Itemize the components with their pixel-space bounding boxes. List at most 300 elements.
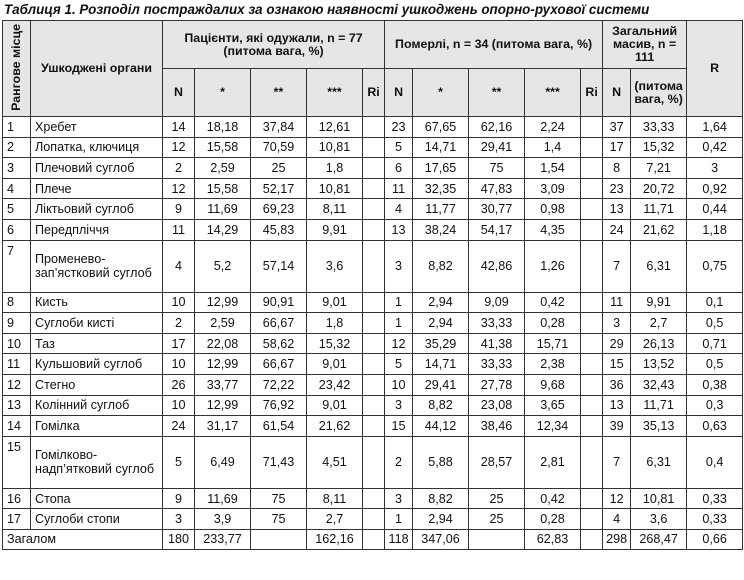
cell-total-label: Загалом: [3, 529, 163, 549]
cell-star2-died: [469, 529, 525, 549]
cell-organ: Лопатка, ключиця: [31, 137, 163, 158]
table-caption: Таблиця 1. Розподіл постраждалих за ознакою наявності ушкоджень опорно-рухової системи: [4, 2, 650, 17]
cell-share-total: 15,32: [631, 137, 687, 158]
cell-star2-recovered: 66,67: [251, 313, 307, 334]
cell-n-died: 23: [385, 117, 413, 138]
table-row: [3, 219, 743, 240]
cell-star1-died: 347,06: [413, 529, 469, 549]
cell-n-died: 10: [385, 374, 413, 395]
cell-star3-died: 1,26: [525, 240, 581, 292]
cell-rank: 14: [3, 416, 31, 437]
table-row: [3, 374, 743, 395]
cell-ri-recovered: [363, 416, 385, 437]
cell-n-recovered: 2: [163, 158, 195, 179]
header-r-label: R: [710, 61, 720, 75]
cell-rank: 6: [3, 219, 31, 240]
cell-star1-died: 2,94: [413, 292, 469, 313]
cell-star3-died: 0,42: [525, 292, 581, 313]
cell-ri-died: [581, 436, 603, 488]
cell-star2-recovered: 58,62: [251, 333, 307, 354]
cell-star2-died: 62,16: [469, 117, 525, 138]
header-n-total: N: [603, 69, 631, 117]
cell-star1-died: 35,29: [413, 333, 469, 354]
cell-rank: 10: [3, 333, 31, 354]
cell-star2-died: 42,86: [469, 240, 525, 292]
cell-n-recovered: 10: [163, 354, 195, 375]
cell-n-total: 7: [603, 436, 631, 488]
table-row: [3, 354, 743, 375]
cell-star1-recovered: 15,58: [195, 178, 251, 199]
cell-ri-recovered: [363, 292, 385, 313]
injury-distribution-table: [2, 20, 743, 550]
table-row: [3, 395, 743, 416]
cell-star3-died: 0,28: [525, 313, 581, 334]
cell-organ: Гомілково-надп’ятковий суглоб: [31, 436, 163, 488]
cell-n-died: 4: [385, 199, 413, 220]
cell-star2-died: 23,08: [469, 395, 525, 416]
cell-star1-recovered: 11,69: [195, 199, 251, 220]
header-organs: [31, 21, 163, 117]
cell-rank: 5: [3, 199, 31, 220]
cell-star3-recovered: 1,8: [307, 158, 363, 179]
cell-rank: 3: [3, 158, 31, 179]
cell-star3-died: 9,68: [525, 374, 581, 395]
cell-n-recovered: 5: [163, 436, 195, 488]
cell-star3-died: 12,34: [525, 416, 581, 437]
header-star2-died: **: [469, 69, 525, 117]
cell-star1-recovered: 5,2: [195, 240, 251, 292]
cell-star1-died: 8,82: [413, 240, 469, 292]
cell-ri-recovered: [363, 240, 385, 292]
cell-ri-recovered: [363, 199, 385, 220]
header-rank-label: Рангове місце: [9, 23, 23, 111]
cell-star2-died: 28,57: [469, 436, 525, 488]
cell-star1-died: 44,12: [413, 416, 469, 437]
cell-organ: Кульшовий суглоб: [31, 354, 163, 375]
cell-n-died: 15: [385, 416, 413, 437]
cell-share-total: 33,33: [631, 117, 687, 138]
cell-share-total: 35,13: [631, 416, 687, 437]
cell-n-died: 5: [385, 354, 413, 375]
cell-n-total: 12: [603, 488, 631, 509]
cell-star2-recovered: 37,84: [251, 117, 307, 138]
cell-star3-recovered: 9,01: [307, 354, 363, 375]
table-row: [3, 292, 743, 313]
cell-r: 0,63: [687, 416, 743, 437]
table-row: [3, 509, 743, 530]
cell-star3-recovered: 2,7: [307, 509, 363, 530]
cell-star3-recovered: 21,62: [307, 416, 363, 437]
header-total-label: Загальний масив, n = 111: [612, 24, 678, 64]
cell-r: 0,5: [687, 354, 743, 375]
cell-organ: Кисть: [31, 292, 163, 313]
cell-star1-recovered: 6,49: [195, 436, 251, 488]
cell-n-died: 3: [385, 395, 413, 416]
cell-star1-died: 11,77: [413, 199, 469, 220]
cell-share-total: 268,47: [631, 529, 687, 549]
cell-organ: Променево-зап’ястковий суглоб: [31, 240, 163, 292]
table-row: [3, 313, 743, 334]
table-row: [3, 117, 743, 138]
cell-star2-recovered: [251, 529, 307, 549]
cell-star2-recovered: 25: [251, 158, 307, 179]
cell-star2-died: 33,33: [469, 313, 525, 334]
cell-star1-recovered: 11,69: [195, 488, 251, 509]
cell-star2-died: 33,33: [469, 354, 525, 375]
cell-star2-died: 38,46: [469, 416, 525, 437]
cell-organ: Гомілка: [31, 416, 163, 437]
cell-rank: 13: [3, 395, 31, 416]
header-died-group: [385, 21, 603, 69]
cell-r: 0,42: [687, 137, 743, 158]
cell-star1-recovered: 12,99: [195, 395, 251, 416]
cell-ri-recovered: [363, 178, 385, 199]
header-recovered-group: [163, 21, 385, 69]
cell-star3-died: 2,81: [525, 436, 581, 488]
cell-ri-recovered: [363, 158, 385, 179]
cell-star1-died: 5,88: [413, 436, 469, 488]
cell-rank: 2: [3, 137, 31, 158]
cell-n-total: 11: [603, 292, 631, 313]
header-star1-died: *: [413, 69, 469, 117]
cell-organ: Суглоби стопи: [31, 509, 163, 530]
cell-star2-recovered: 75: [251, 509, 307, 530]
cell-n-total: 39: [603, 416, 631, 437]
cell-rank: 17: [3, 509, 31, 530]
cell-r: 0,3: [687, 395, 743, 416]
cell-ri-recovered: [363, 488, 385, 509]
cell-share-total: 11,71: [631, 395, 687, 416]
cell-ri-died: [581, 374, 603, 395]
table-row: [3, 436, 743, 488]
cell-n-died: 3: [385, 240, 413, 292]
cell-r: 0,1: [687, 292, 743, 313]
header-died-label: Померлі, n = 34 (питома вага, %): [395, 37, 593, 51]
cell-r: 1,18: [687, 219, 743, 240]
cell-ri-died: [581, 354, 603, 375]
cell-ri-died: [581, 509, 603, 530]
cell-r: 3: [687, 158, 743, 179]
cell-star2-recovered: 61,54: [251, 416, 307, 437]
header-rank: [3, 21, 31, 117]
cell-r: 0,38: [687, 374, 743, 395]
cell-star1-recovered: 2,59: [195, 158, 251, 179]
cell-ri-died: [581, 240, 603, 292]
cell-n-recovered: 9: [163, 488, 195, 509]
cell-n-died: 11: [385, 178, 413, 199]
cell-organ: Суглоби кисті: [31, 313, 163, 334]
cell-ri-died: [581, 313, 603, 334]
cell-star2-died: 25: [469, 509, 525, 530]
cell-star3-recovered: 9,01: [307, 395, 363, 416]
cell-ri-died: [581, 488, 603, 509]
cell-star3-died: 15,71: [525, 333, 581, 354]
cell-share-total: 13,52: [631, 354, 687, 375]
cell-n-recovered: 9: [163, 199, 195, 220]
cell-star1-recovered: 18,18: [195, 117, 251, 138]
cell-star1-recovered: 233,77: [195, 529, 251, 549]
cell-star3-recovered: 10,81: [307, 137, 363, 158]
cell-n-recovered: 12: [163, 137, 195, 158]
cell-ri-died: [581, 158, 603, 179]
cell-star1-died: 14,71: [413, 137, 469, 158]
cell-ri-recovered: [363, 333, 385, 354]
cell-star3-died: 1,54: [525, 158, 581, 179]
cell-n-total: 23: [603, 178, 631, 199]
cell-ri-died: [581, 219, 603, 240]
cell-ri-recovered: [363, 354, 385, 375]
cell-share-total: 2,7: [631, 313, 687, 334]
cell-organ: Плечовий суглоб: [31, 158, 163, 179]
header-recovered-label: Пацієнти, які одужали, n = 77 (питома вага, %): [184, 30, 363, 58]
header-ri-recovered: Ri: [363, 69, 385, 117]
cell-star2-recovered: 57,14: [251, 240, 307, 292]
cell-n-died: 1: [385, 292, 413, 313]
header-n-recovered: N: [163, 69, 195, 117]
cell-star1-recovered: 2,59: [195, 313, 251, 334]
cell-ri-died: [581, 292, 603, 313]
cell-star3-recovered: 10,81: [307, 178, 363, 199]
cell-n-died: 3: [385, 488, 413, 509]
cell-n-recovered: 3: [163, 509, 195, 530]
cell-r: 0,92: [687, 178, 743, 199]
cell-r: 0,33: [687, 509, 743, 530]
table-row: [3, 137, 743, 158]
cell-star3-died: 62,83: [525, 529, 581, 549]
cell-r: 0,71: [687, 333, 743, 354]
cell-star1-died: 38,24: [413, 219, 469, 240]
cell-star3-died: 0,42: [525, 488, 581, 509]
cell-rank: 16: [3, 488, 31, 509]
cell-ri-recovered: [363, 436, 385, 488]
header-share-total: (питома вага, %): [631, 69, 687, 117]
cell-star1-recovered: 22,08: [195, 333, 251, 354]
cell-star1-recovered: 33,77: [195, 374, 251, 395]
cell-organ: Стегно: [31, 374, 163, 395]
cell-organ: Хребет: [31, 117, 163, 138]
cell-star2-recovered: 90,91: [251, 292, 307, 313]
cell-share-total: 26,13: [631, 333, 687, 354]
cell-share-total: 6,31: [631, 436, 687, 488]
cell-star3-died: 3,09: [525, 178, 581, 199]
cell-star2-recovered: 76,92: [251, 395, 307, 416]
cell-share-total: 32,43: [631, 374, 687, 395]
cell-n-recovered: 2: [163, 313, 195, 334]
cell-n-died: 5: [385, 137, 413, 158]
cell-star3-died: 4,35: [525, 219, 581, 240]
header-n-died: N: [385, 69, 413, 117]
cell-star1-died: 32,35: [413, 178, 469, 199]
table-row: [3, 158, 743, 179]
cell-n-died: 6: [385, 158, 413, 179]
cell-rank: 11: [3, 354, 31, 375]
cell-n-died: 118: [385, 529, 413, 549]
table-row: [3, 178, 743, 199]
cell-star3-recovered: 9,01: [307, 292, 363, 313]
cell-ri-recovered: [363, 374, 385, 395]
cell-star2-recovered: 70,59: [251, 137, 307, 158]
cell-star1-died: 8,82: [413, 488, 469, 509]
cell-ri-recovered: [363, 395, 385, 416]
cell-star2-died: 54,17: [469, 219, 525, 240]
cell-star1-recovered: 3,9: [195, 509, 251, 530]
cell-star2-died: 30,77: [469, 199, 525, 220]
cell-star2-recovered: 66,67: [251, 354, 307, 375]
cell-r: 0,5: [687, 313, 743, 334]
cell-n-recovered: 10: [163, 292, 195, 313]
cell-star2-died: 27,78: [469, 374, 525, 395]
cell-ri-recovered: [363, 313, 385, 334]
cell-r: 0,75: [687, 240, 743, 292]
cell-share-total: 3,6: [631, 509, 687, 530]
cell-star1-recovered: 12,99: [195, 292, 251, 313]
cell-n-total: 298: [603, 529, 631, 549]
cell-star3-died: 2,24: [525, 117, 581, 138]
cell-rank: 9: [3, 313, 31, 334]
cell-n-died: 1: [385, 313, 413, 334]
header-organs-label: Ушкоджені органи: [40, 61, 153, 75]
header-star1-recovered: *: [195, 69, 251, 117]
cell-star2-died: 25: [469, 488, 525, 509]
cell-star3-died: 3,65: [525, 395, 581, 416]
cell-star1-recovered: 15,58: [195, 137, 251, 158]
cell-n-died: 12: [385, 333, 413, 354]
cell-rank: 12: [3, 374, 31, 395]
cell-star3-recovered: 12,61: [307, 117, 363, 138]
cell-star3-died: 2,38: [525, 354, 581, 375]
cell-ri-recovered: [363, 529, 385, 549]
cell-star2-died: 29,41: [469, 137, 525, 158]
table-row: [3, 488, 743, 509]
cell-star3-recovered: 4,51: [307, 436, 363, 488]
cell-share-total: 7,21: [631, 158, 687, 179]
cell-star2-recovered: 69,23: [251, 199, 307, 220]
cell-rank: 15: [3, 436, 31, 488]
cell-n-total: 3: [603, 313, 631, 334]
cell-n-recovered: 10: [163, 395, 195, 416]
cell-n-died: 2: [385, 436, 413, 488]
cell-organ: Колінний суглоб: [31, 395, 163, 416]
cell-star3-died: 0,28: [525, 509, 581, 530]
table-total-row: [3, 529, 743, 549]
cell-n-total: 4: [603, 509, 631, 530]
cell-star1-died: 2,94: [413, 509, 469, 530]
cell-star1-died: 17,65: [413, 158, 469, 179]
cell-star3-recovered: 23,42: [307, 374, 363, 395]
header-star2-recovered: **: [251, 69, 307, 117]
cell-n-total: 24: [603, 219, 631, 240]
cell-star2-recovered: 75: [251, 488, 307, 509]
cell-star1-died: 2,94: [413, 313, 469, 334]
cell-n-recovered: 14: [163, 117, 195, 138]
header-total-group: [603, 21, 687, 69]
cell-n-recovered: 12: [163, 178, 195, 199]
cell-star1-recovered: 12,99: [195, 354, 251, 375]
cell-ri-died: [581, 416, 603, 437]
table-row: [3, 240, 743, 292]
cell-ri-died: [581, 529, 603, 549]
cell-star2-died: 75: [469, 158, 525, 179]
cell-star2-recovered: 71,43: [251, 436, 307, 488]
cell-ri-died: [581, 178, 603, 199]
cell-organ: Ліктьовий суглоб: [31, 199, 163, 220]
header-star3-died: ***: [525, 69, 581, 117]
cell-star1-recovered: 14,29: [195, 219, 251, 240]
cell-n-total: 17: [603, 137, 631, 158]
cell-star1-died: 14,71: [413, 354, 469, 375]
cell-organ: Таз: [31, 333, 163, 354]
cell-share-total: 21,62: [631, 219, 687, 240]
cell-ri-died: [581, 395, 603, 416]
cell-r: 1,64: [687, 117, 743, 138]
cell-star3-recovered: 1,8: [307, 313, 363, 334]
cell-star1-died: 67,65: [413, 117, 469, 138]
cell-ri-recovered: [363, 137, 385, 158]
cell-star3-died: 1,4: [525, 137, 581, 158]
header-r: [687, 21, 743, 117]
cell-n-died: 13: [385, 219, 413, 240]
cell-n-total: 36: [603, 374, 631, 395]
cell-n-died: 1: [385, 509, 413, 530]
cell-star2-recovered: 72,22: [251, 374, 307, 395]
cell-n-recovered: 180: [163, 529, 195, 549]
cell-star1-died: 8,82: [413, 395, 469, 416]
cell-n-total: 7: [603, 240, 631, 292]
cell-r: 0,66: [687, 529, 743, 549]
cell-rank: 7: [3, 240, 31, 292]
cell-n-recovered: 26: [163, 374, 195, 395]
cell-share-total: 6,31: [631, 240, 687, 292]
cell-ri-died: [581, 137, 603, 158]
table-row: [3, 333, 743, 354]
cell-n-total: 13: [603, 395, 631, 416]
cell-organ: Передпліччя: [31, 219, 163, 240]
cell-n-recovered: 11: [163, 219, 195, 240]
cell-star3-died: 0,98: [525, 199, 581, 220]
cell-star1-recovered: 31,17: [195, 416, 251, 437]
cell-ri-died: [581, 199, 603, 220]
cell-r: 0,4: [687, 436, 743, 488]
table-body: [3, 117, 743, 550]
cell-star2-died: 9,09: [469, 292, 525, 313]
cell-ri-recovered: [363, 509, 385, 530]
cell-star1-died: 29,41: [413, 374, 469, 395]
cell-n-total: 37: [603, 117, 631, 138]
cell-r: 0,44: [687, 199, 743, 220]
cell-rank: 1: [3, 117, 31, 138]
cell-star3-recovered: 162,16: [307, 529, 363, 549]
cell-ri-died: [581, 333, 603, 354]
cell-ri-died: [581, 117, 603, 138]
cell-ri-recovered: [363, 117, 385, 138]
header-star3-recovered: ***: [307, 69, 363, 117]
cell-n-total: 8: [603, 158, 631, 179]
cell-share-total: 9,91: [631, 292, 687, 313]
cell-star2-recovered: 52,17: [251, 178, 307, 199]
cell-rank: 8: [3, 292, 31, 313]
header-ri-died: Ri: [581, 69, 603, 117]
cell-star2-recovered: 45,83: [251, 219, 307, 240]
cell-rank: 4: [3, 178, 31, 199]
cell-n-total: 15: [603, 354, 631, 375]
cell-share-total: 11,71: [631, 199, 687, 220]
cell-star3-recovered: 9,91: [307, 219, 363, 240]
cell-organ: Плече: [31, 178, 163, 199]
cell-organ: Стопа: [31, 488, 163, 509]
cell-share-total: 10,81: [631, 488, 687, 509]
cell-n-recovered: 4: [163, 240, 195, 292]
table-row: [3, 416, 743, 437]
